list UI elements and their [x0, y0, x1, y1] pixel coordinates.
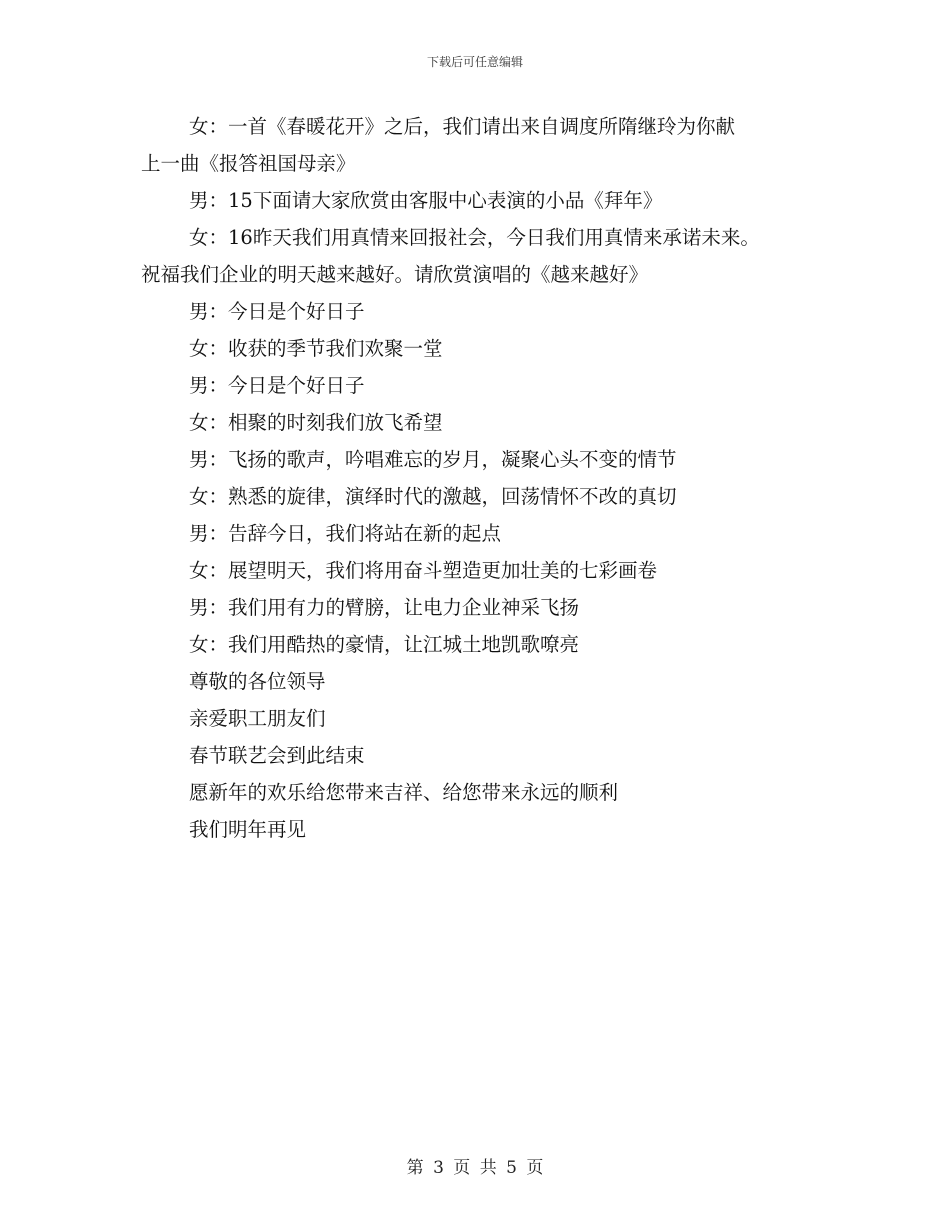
paragraph-line: 上一曲《报答祖国母亲》: [141, 152, 356, 175]
paragraph-line: 女：一首《春暖花开》之后，我们请出来自调度所隋继玲为你献: [189, 115, 736, 138]
paragraph: [141, 219, 821, 293]
paragraph-line: 女：16昨天我们用真情来回报社会，今日我们用真情来承诺未来。: [189, 226, 760, 249]
paragraph: 春节联艺会到此结束: [189, 744, 365, 767]
paragraph: 男：今日是个好日子: [189, 374, 365, 397]
paragraph: 男：告辞今日，我们将站在新的起点: [189, 522, 502, 545]
paragraph: 亲爱职工朋友们: [189, 707, 326, 730]
paragraph: 男：15下面请大家欣赏由客服中心表演的小品《拜年》: [189, 189, 663, 212]
paragraph: 愿新年的欢乐给您带来吉祥、给您带来永远的顺利: [189, 781, 619, 804]
paragraph: 尊敬的各位领导: [189, 670, 326, 693]
paragraph: [141, 108, 821, 182]
paragraph: 男：今日是个好日子: [189, 300, 365, 323]
paragraph: 男：我们用有力的臂膀，让电力企业神采飞扬: [189, 596, 580, 619]
paragraph: 女：收获的季节我们欢聚一堂: [189, 337, 443, 360]
paragraph: 男：飞扬的歌声，吟唱难忘的岁月，凝聚心头不变的情节: [189, 448, 677, 471]
paragraph: 我们明年再见: [189, 818, 307, 841]
paragraph-line: 祝福我们企业的明天越来越好。请欣赏演唱的《越来越好》: [141, 263, 649, 286]
page-header: 下载后可任意编辑: [426, 55, 523, 69]
paragraph: 女：熟悉的旋律，演绎时代的激越，回荡情怀不改的真切: [189, 485, 677, 508]
paragraph: 女：展望明天，我们将用奋斗塑造更加壮美的七彩画卷: [189, 559, 658, 582]
page-footer: 第 3 页 共 5 页: [406, 1158, 544, 1178]
paragraph: 女：我们用酷热的豪情，让江城土地凯歌嘹亮: [189, 633, 580, 656]
document-body: [141, 108, 821, 848]
paragraph: 女：相聚的时刻我们放飞希望: [189, 411, 443, 434]
